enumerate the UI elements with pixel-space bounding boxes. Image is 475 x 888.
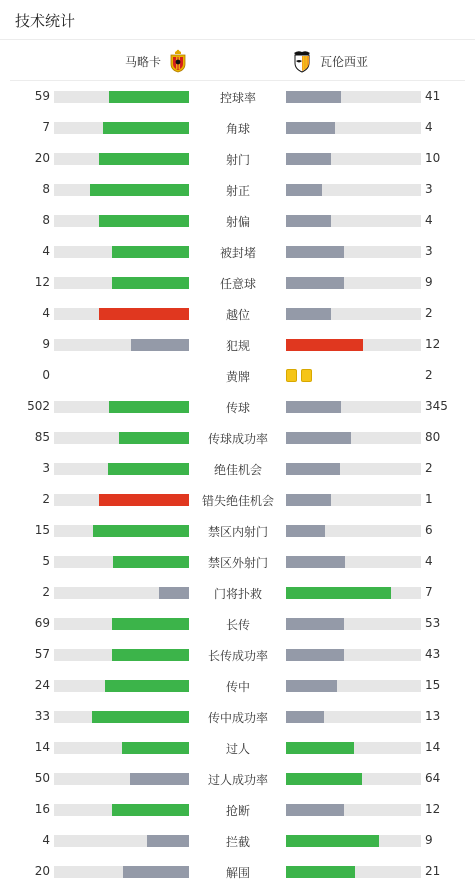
away-stat-bar (286, 525, 421, 537)
stat-row (0, 453, 475, 484)
away-stat-value: 14 (425, 740, 441, 754)
away-stat-value: 80 (425, 430, 441, 444)
away-stat-value: 9 (425, 275, 433, 289)
home-stat-value: 20 (34, 151, 50, 165)
away-stat-bar (286, 215, 421, 227)
away-stat-bar (286, 277, 421, 289)
stat-row (0, 391, 475, 422)
home-stat-bar (54, 556, 189, 568)
home-stat-bar (54, 649, 189, 661)
away-stat-value: 4 (425, 120, 433, 134)
home-stat-bar-fill (112, 649, 189, 661)
home-stat-bar (54, 91, 189, 103)
stat-label: 射偏 (225, 215, 250, 229)
home-stat-bar-fill (99, 153, 189, 165)
stat-row (0, 794, 475, 825)
away-stat-bar-fill (286, 494, 331, 506)
home-stat-value: 57 (34, 647, 50, 661)
home-stat-value: 2 (42, 492, 50, 506)
away-stat-bar (286, 556, 421, 568)
stat-label: 解围 (225, 866, 250, 880)
stat-label: 抢断 (225, 804, 250, 818)
stat-label: 犯规 (225, 339, 250, 353)
stat-label: 控球率 (219, 91, 256, 105)
stat-label: 禁区外射门 (207, 556, 268, 570)
stat-label: 被封堵 (219, 246, 256, 260)
away-stat-bar (286, 246, 421, 258)
home-stat-bar (54, 773, 189, 785)
home-stat-bar (54, 742, 189, 754)
home-stat-value: 8 (42, 213, 50, 227)
valencia-bat-crest-icon (292, 49, 312, 73)
away-stat-value: 2 (425, 461, 433, 475)
away-stat-bar-fill (286, 804, 344, 816)
stat-row (0, 856, 475, 887)
away-stat-bar-fill (286, 649, 344, 661)
stat-row (0, 267, 475, 298)
home-stat-value: 20 (34, 864, 50, 878)
away-stat-value: 3 (425, 182, 433, 196)
home-stat-value: 24 (34, 678, 50, 692)
home-stat-value: 9 (42, 337, 50, 351)
away-stat-bar-fill (286, 680, 337, 692)
stats-list (0, 81, 475, 887)
home-stat-value: 85 (34, 430, 50, 444)
away-stat-value: 41 (425, 89, 441, 103)
away-stat-value: 9 (425, 833, 433, 847)
home-stat-bar-fill (108, 463, 189, 475)
stat-label: 拦截 (225, 835, 250, 849)
stat-label: 门将扑救 (213, 587, 262, 601)
away-stat-bar (286, 866, 421, 878)
away-stat-bar-fill (286, 432, 351, 444)
stat-label: 射门 (225, 153, 250, 167)
home-stat-bar-fill (122, 742, 190, 754)
home-stat-bar (54, 835, 189, 847)
home-stat-value: 502 (27, 399, 50, 413)
home-stat-value: 33 (34, 709, 50, 723)
away-stat-bar-fill (286, 587, 391, 599)
home-stat-bar (54, 494, 189, 506)
home-stat-bar-fill (109, 401, 189, 413)
away-stat-bar-fill (286, 339, 363, 351)
stat-label: 错失绝佳机会 (201, 494, 274, 508)
away-stat-bar (286, 401, 421, 413)
home-stat-bar-fill (130, 773, 189, 785)
home-stat-value: 59 (34, 89, 50, 103)
away-stat-value: 10 (425, 151, 441, 165)
home-stat-value: 12 (34, 275, 50, 289)
home-stat-bar-fill (103, 122, 189, 134)
away-stat-bar-fill (286, 525, 325, 537)
home-stat-value: 2 (42, 585, 50, 599)
home-stat-bar-fill (159, 587, 189, 599)
home-stat-bar-fill (99, 308, 189, 320)
stat-row (0, 81, 475, 112)
stat-row (0, 732, 475, 763)
home-stat-bar-fill (147, 835, 189, 847)
mallorca-crest-icon (168, 49, 188, 73)
stat-label: 长传 (225, 618, 250, 632)
home-stat-bar (54, 246, 189, 258)
home-stat-bar-fill (119, 432, 189, 444)
away-stat-bar-fill (286, 556, 345, 568)
away-stat-value: 21 (425, 864, 441, 878)
away-stat-value: 1 (425, 492, 433, 506)
home-stat-value: 4 (42, 833, 50, 847)
home-stat-value: 5 (42, 554, 50, 568)
stat-label: 绝佳机会 (213, 463, 262, 477)
home-stat-bar (54, 153, 189, 165)
home-stat-bar-fill (112, 277, 189, 289)
home-stat-bar-fill (112, 804, 189, 816)
home-stat-bar-fill (99, 494, 189, 506)
home-stat-bar-fill (109, 91, 189, 103)
away-yellow-cards (286, 369, 312, 382)
home-stat-bar-fill (93, 525, 189, 537)
stat-row (0, 546, 475, 577)
home-stat-bar (54, 339, 189, 351)
home-stat-bar-fill (99, 215, 189, 227)
stat-row (0, 577, 475, 608)
home-stat-bar-fill (90, 184, 189, 196)
stat-label: 越位 (225, 308, 250, 322)
away-stat-value: 13 (425, 709, 441, 723)
yellow-card-icon (301, 369, 312, 382)
home-stat-value: 69 (34, 616, 50, 630)
away-stat-bar (286, 184, 421, 196)
yellow-card-icon (286, 369, 297, 382)
home-stat-bar (54, 308, 189, 320)
home-stat-bar-fill (112, 618, 189, 630)
stat-label: 传球 (225, 401, 250, 415)
away-stat-bar (286, 432, 421, 444)
stat-row (0, 608, 475, 639)
home-stat-value: 8 (42, 182, 50, 196)
away-stat-bar-fill (286, 866, 355, 878)
home-stat-bar-fill (113, 556, 189, 568)
away-stat-bar-fill (286, 835, 379, 847)
away-stat-value: 64 (425, 771, 441, 785)
stat-label: 长传成功率 (207, 649, 268, 663)
home-stat-value: 4 (42, 306, 50, 320)
stat-label: 传中 (225, 680, 250, 694)
home-stat-value: 4 (42, 244, 50, 258)
stat-row (0, 763, 475, 794)
away-stat-bar (286, 742, 421, 754)
away-stat-value: 345 (425, 399, 448, 413)
away-stat-value: 3 (425, 244, 433, 258)
away-stat-bar (286, 122, 421, 134)
away-stat-bar-fill (286, 711, 324, 723)
home-stat-value: 16 (34, 802, 50, 816)
home-stat-bar (54, 184, 189, 196)
home-stat-bar (54, 432, 189, 444)
away-stat-bar (286, 587, 421, 599)
home-stat-bar-fill (131, 339, 189, 351)
home-stat-bar-fill (105, 680, 189, 692)
away-stat-bar-fill (286, 742, 354, 754)
away-stat-bar (286, 835, 421, 847)
home-stat-bar (54, 122, 189, 134)
stat-label: 传球成功率 (207, 432, 268, 446)
home-stat-value: 7 (42, 120, 50, 134)
stat-row (0, 825, 475, 856)
stat-label: 任意球 (219, 277, 256, 291)
away-stat-bar-fill (286, 401, 341, 413)
home-stat-bar-fill (92, 711, 189, 723)
away-stat-value: 12 (425, 337, 441, 351)
stat-label: 角球 (225, 122, 250, 136)
away-stat-bar-fill (286, 153, 331, 165)
home-stat-bar (54, 401, 189, 413)
stat-row (0, 639, 475, 670)
away-stat-bar-fill (286, 184, 322, 196)
away-stat-bar-fill (286, 618, 344, 630)
stat-row (0, 701, 475, 732)
away-stat-bar (286, 618, 421, 630)
home-team-name: 马略卡 (125, 54, 162, 69)
stat-row (0, 174, 475, 205)
away-stat-bar-fill (286, 246, 344, 258)
stat-row (0, 670, 475, 701)
stat-label: 过人 (225, 742, 250, 756)
home-stat-bar (54, 711, 189, 723)
away-stat-bar (286, 91, 421, 103)
home-stat-bar (54, 277, 189, 289)
home-stat-bar-fill (112, 246, 189, 258)
away-stat-bar (286, 463, 421, 475)
home-stat-bar (54, 680, 189, 692)
away-stat-value: 4 (425, 213, 433, 227)
home-stat-bar (54, 587, 189, 599)
home-stat-bar (54, 804, 189, 816)
away-stat-value: 4 (425, 554, 433, 568)
stat-label: 射正 (225, 184, 250, 198)
stat-row (0, 205, 475, 236)
away-stat-bar (286, 773, 421, 785)
stat-label: 禁区内射门 (207, 525, 268, 539)
home-team[interactable] (125, 49, 188, 73)
home-stat-value: 50 (34, 771, 50, 785)
away-stat-bar (286, 804, 421, 816)
stat-row (0, 422, 475, 453)
stat-label: 传中成功率 (207, 711, 268, 725)
away-stat-value: 2 (425, 368, 433, 382)
away-stat-bar-fill (286, 463, 340, 475)
stat-row (0, 360, 475, 391)
home-stat-value: 0 (42, 368, 50, 382)
away-stat-bar-fill (286, 122, 335, 134)
away-stat-bar (286, 711, 421, 723)
away-stat-bar-fill (286, 277, 344, 289)
home-stat-value: 14 (34, 740, 50, 754)
away-stat-bar (286, 494, 421, 506)
home-stat-bar (54, 215, 189, 227)
stat-row (0, 236, 475, 267)
away-stat-value: 12 (425, 802, 441, 816)
stat-row (0, 298, 475, 329)
stat-label: 黄牌 (225, 370, 250, 384)
team-header (10, 41, 465, 81)
away-stat-bar-fill (286, 308, 331, 320)
away-stat-value: 43 (425, 647, 441, 661)
away-stat-value: 6 (425, 523, 433, 537)
page-title: 技术统计 (15, 12, 76, 30)
away-team-name: 瓦伦西亚 (320, 54, 369, 69)
home-stat-value: 3 (42, 461, 50, 475)
away-stat-value: 53 (425, 616, 441, 630)
away-stat-bar-fill (286, 215, 331, 227)
stat-row (0, 329, 475, 360)
away-team[interactable] (292, 49, 368, 73)
away-stat-value: 2 (425, 306, 433, 320)
home-stat-value: 15 (34, 523, 50, 537)
stat-row (0, 143, 475, 174)
away-stat-bar (286, 649, 421, 661)
stat-row (0, 484, 475, 515)
away-stat-bar (286, 339, 421, 351)
stat-row (0, 112, 475, 143)
away-stat-value: 7 (425, 585, 433, 599)
away-stat-bar (286, 680, 421, 692)
stat-row (0, 515, 475, 546)
header-bar (0, 0, 475, 40)
stat-label: 过人成功率 (207, 773, 268, 787)
home-stat-bar (54, 618, 189, 630)
home-stat-bar (54, 525, 189, 537)
away-stat-bar (286, 308, 421, 320)
home-stat-bar (54, 866, 189, 878)
away-stat-value: 15 (425, 678, 441, 692)
home-stat-bar-fill (123, 866, 189, 878)
away-stat-bar-fill (286, 773, 362, 785)
home-stat-bar (54, 463, 189, 475)
away-stat-bar (286, 153, 421, 165)
away-stat-bar-fill (286, 91, 341, 103)
